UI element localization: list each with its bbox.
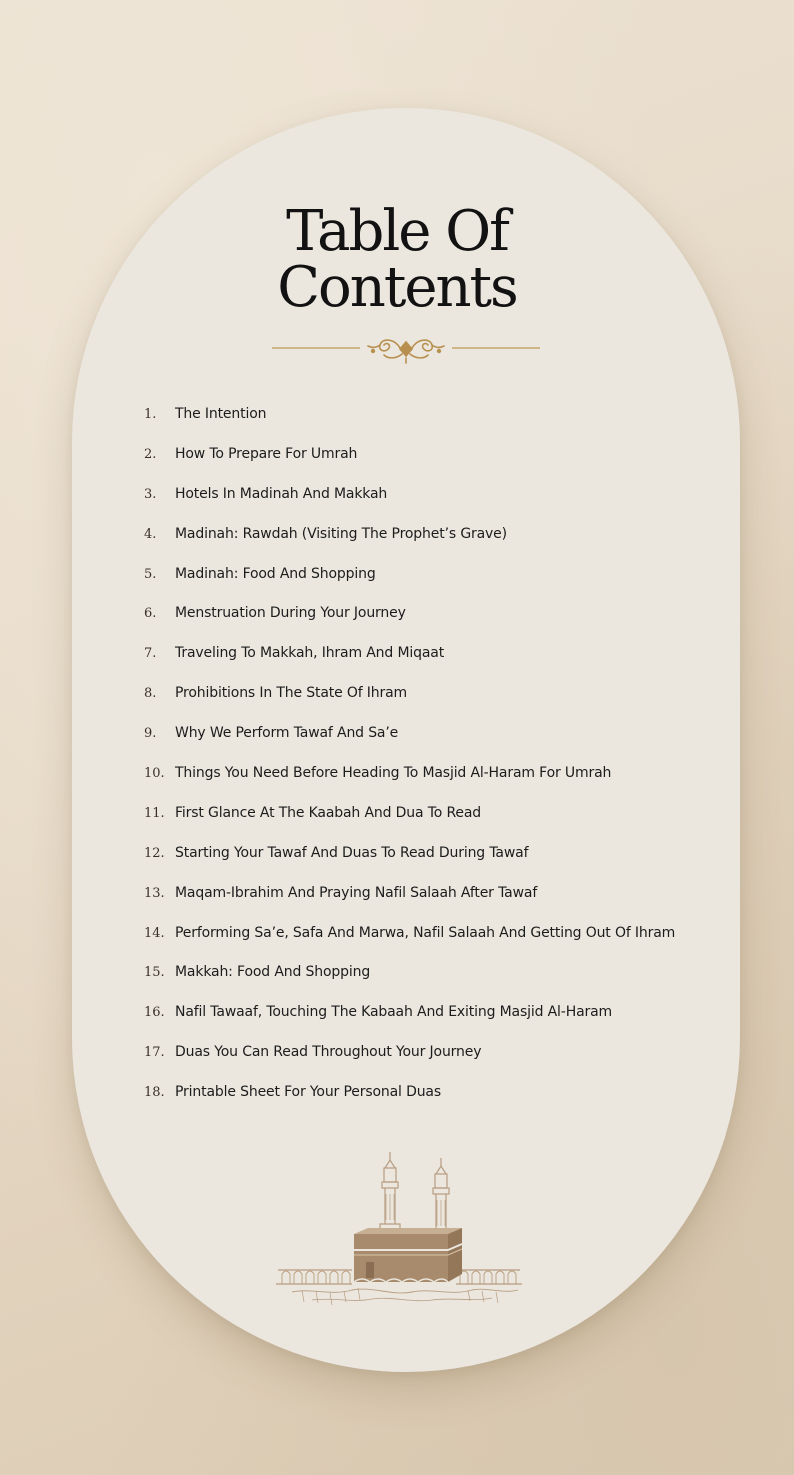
toc-item-label: Menstruation During Your Journey [175, 605, 406, 622]
toc-item-label: Why We Perform Tawaf And Sa’e [175, 725, 399, 742]
toc-item-label: Madinah: Rawdah (Visiting The Prophet’s Grave) [175, 525, 507, 542]
toc-item-number: 4. [144, 526, 157, 542]
toc-item-label: Hotels In Madinah And Makkah [175, 485, 388, 502]
toc-item-number: 6. [144, 606, 157, 622]
toc-item [144, 885, 704, 925]
table-of-contents [144, 406, 704, 1124]
toc-item [144, 725, 704, 765]
toc-item [144, 566, 704, 606]
title-line-2: Contents [277, 255, 517, 320]
toc-item [144, 1084, 704, 1124]
toc-item-number: 1. [144, 407, 157, 422]
toc-item-number: 18. [144, 1085, 165, 1101]
toc-item [144, 1044, 704, 1084]
toc-item [144, 526, 704, 566]
title-line-1: Table Of [286, 199, 508, 264]
toc-item-number: 5. [144, 566, 157, 582]
toc-item-number: 2. [144, 446, 157, 462]
toc-item-number: 10. [144, 766, 165, 782]
toc-item [144, 446, 704, 486]
toc-item-number: 17. [144, 1045, 165, 1061]
toc-item [144, 964, 704, 1004]
toc-item [144, 765, 704, 805]
toc-item-label: First Glance At The Kaabah And Dua To Read [175, 804, 482, 821]
toc-item-label: Prohibitions In The State Of Ihram [175, 685, 408, 702]
toc-item [144, 925, 704, 965]
toc-item [144, 845, 704, 885]
toc-item-label: Madinah: Food And Shopping [175, 565, 376, 582]
toc-item-label: Nafil Tawaaf, Touching The Kabaah And Exiting Masjid Al-Haram [175, 1004, 613, 1021]
toc-item-number: 15. [144, 965, 165, 981]
toc-item-number: 7. [144, 646, 157, 662]
toc-item-number: 12. [144, 845, 165, 861]
toc-item-label: Makkah: Food And Shopping [175, 964, 371, 981]
toc-item [144, 486, 704, 526]
toc-item [144, 685, 704, 725]
toc-item-label: Starting Your Tawaf And Duas To Read During Tawaf [175, 844, 529, 861]
toc-item-label: Printable Sheet For Your Personal Duas [175, 1084, 442, 1101]
toc-item [144, 645, 704, 685]
kaaba-illustration-icon [272, 1150, 524, 1310]
toc-item-number: 8. [144, 686, 157, 702]
ornament-icon [368, 340, 444, 363]
toc-item-label: Maqam-Ibrahim And Praying Nafil Salaah After Tawaf [175, 884, 538, 901]
toc-item-number: 13. [144, 885, 165, 901]
toc-item-label: Things You Need Before Heading To Masjid Al-Haram For Umrah [175, 765, 612, 782]
page-title [0, 199, 794, 320]
toc-item-label: How To Prepare For Umrah [175, 445, 358, 462]
toc-item-number: 3. [144, 486, 157, 502]
toc-item [144, 1004, 704, 1044]
ornament-divider [272, 334, 540, 366]
toc-item-number: 11. [144, 805, 165, 821]
toc-item-number: 16. [144, 1005, 165, 1021]
toc-item-number: 9. [144, 726, 157, 742]
toc-item-label: Duas You Can Read Throughout Your Journey [175, 1044, 482, 1061]
toc-item [144, 605, 704, 645]
toc-item [144, 805, 704, 845]
toc-item-label: Traveling To Makkah, Ihram And Miqaat [175, 645, 445, 662]
toc-item-number: 14. [144, 925, 165, 941]
toc-item [144, 406, 704, 446]
toc-item-label: The Intention [175, 406, 267, 422]
toc-item-label: Performing Sa’e, Safa And Marwa, Nafil Salaah And Getting Out Of Ihram [175, 924, 676, 941]
